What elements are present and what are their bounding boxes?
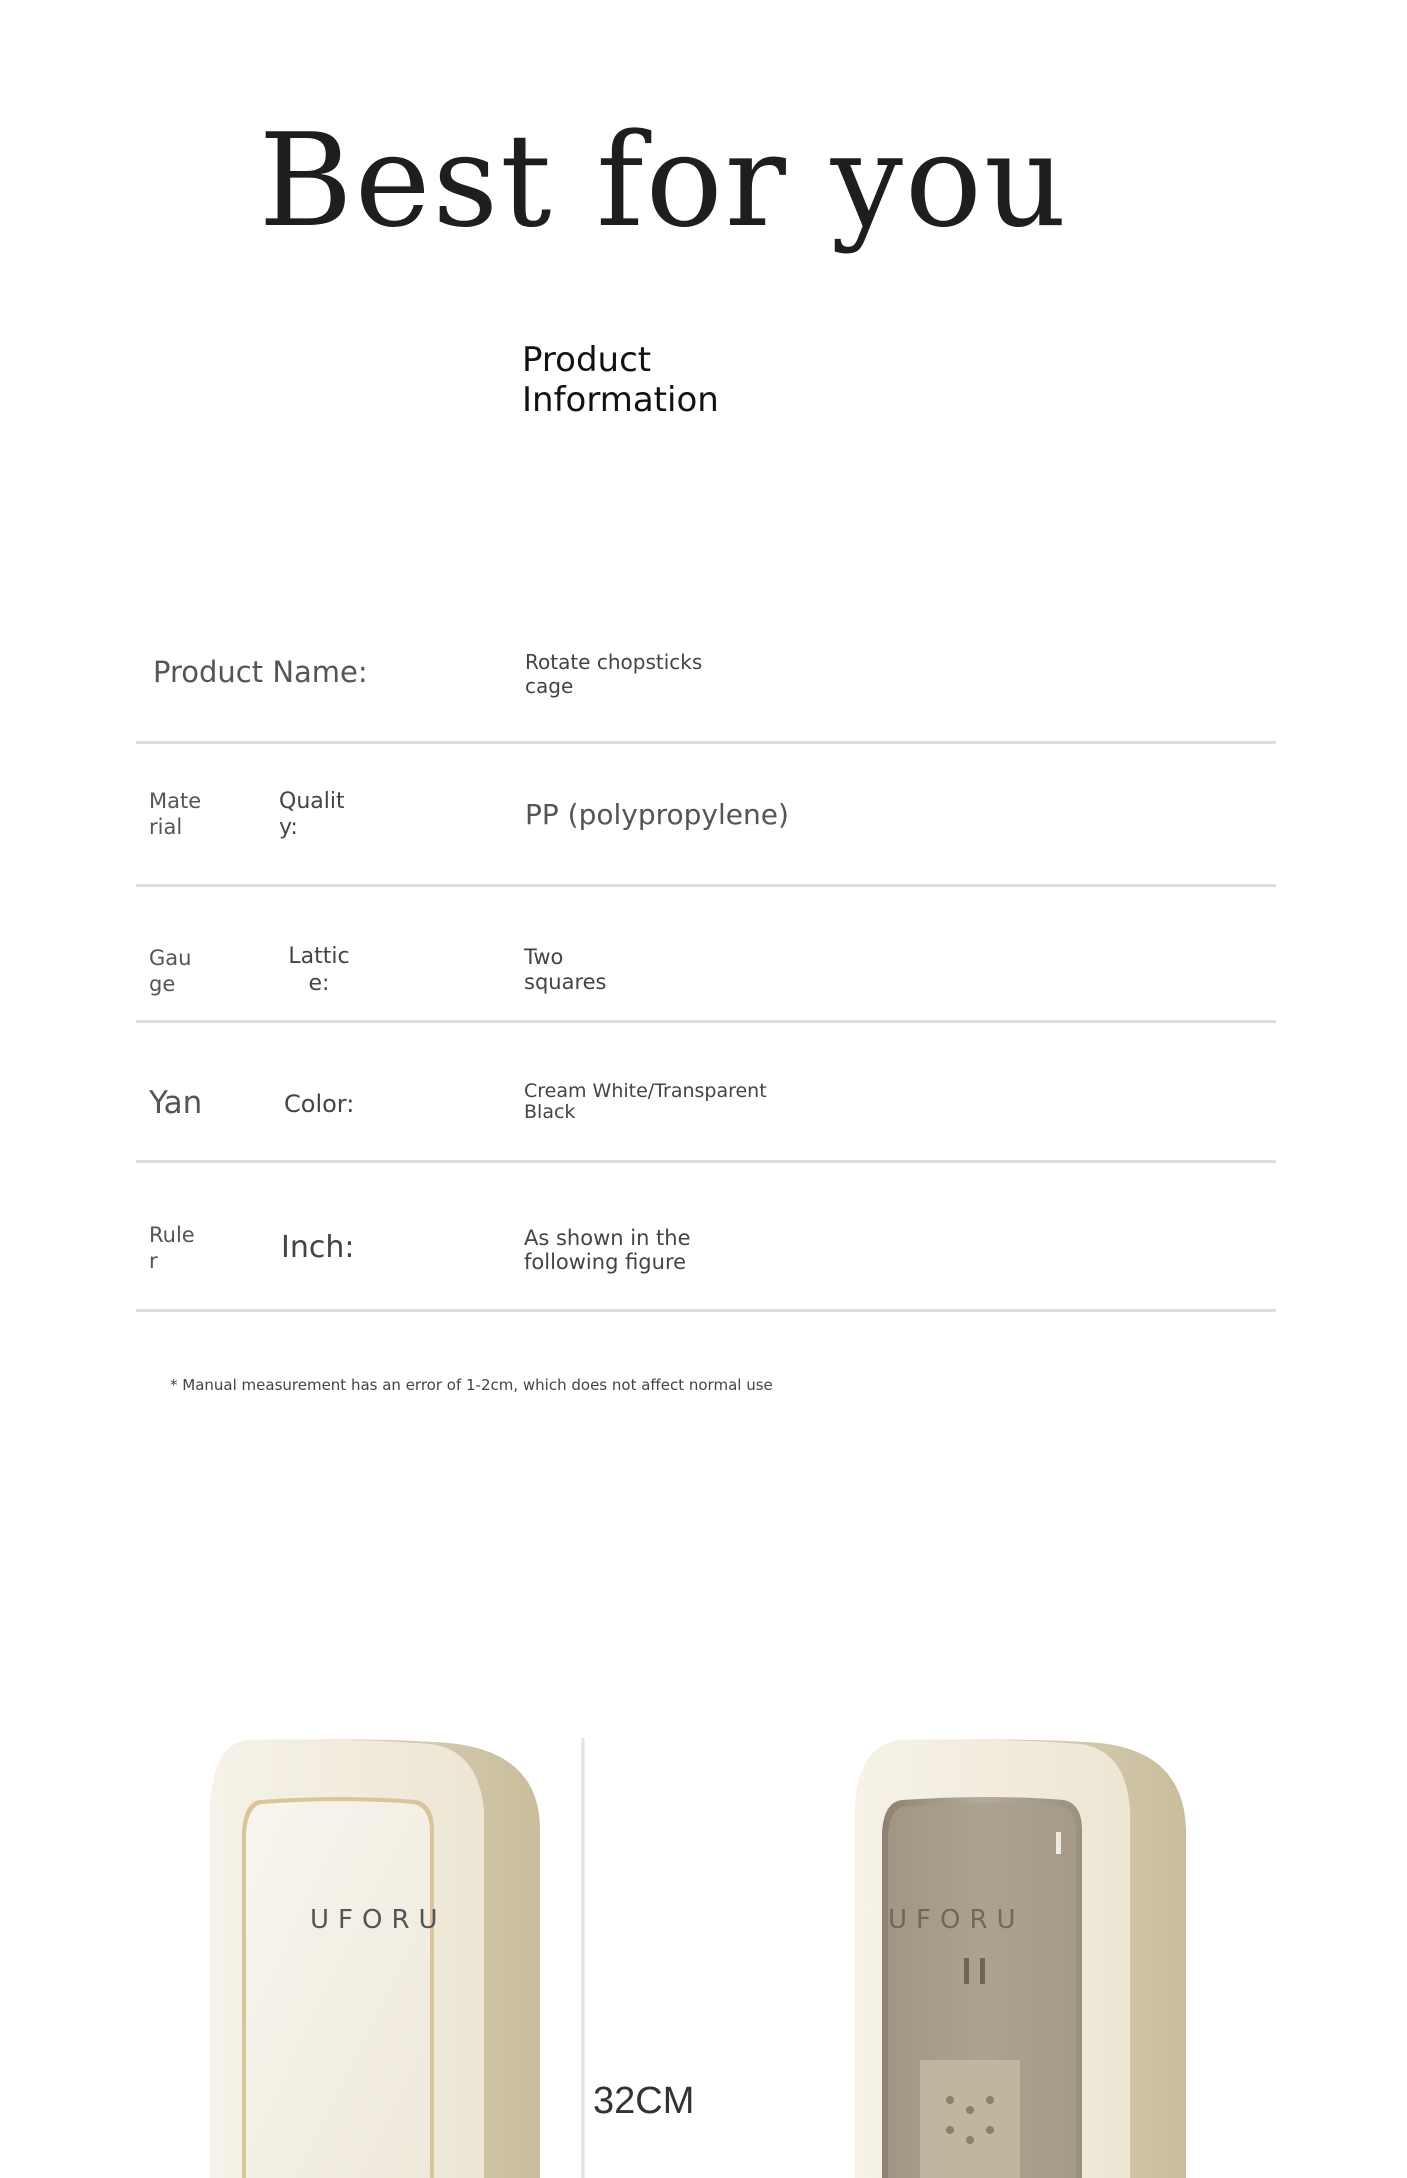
- row-divider: [136, 1309, 1276, 1312]
- row-material-label-b-line2: y:: [279, 815, 298, 840]
- row-material-label-b-line1: Qualit: [279, 789, 345, 814]
- row-ruler-value-line1: As shown in the: [524, 1226, 691, 1250]
- row-gauge-label-a: [149, 945, 191, 997]
- row-gauge-label-b-line1: Lattic: [288, 944, 350, 969]
- row-color-label-b: Color:: [284, 1090, 355, 1118]
- row-divider: [136, 1160, 1276, 1163]
- row-product-name-value-line1: Rotate chopsticks: [525, 650, 703, 674]
- row-ruler-label-a-line2: r: [149, 1249, 158, 1273]
- row-material-label-a-line2: rial: [149, 815, 183, 839]
- hero-title: [0, 107, 1407, 256]
- row-gauge-label-a-line2: ge: [149, 972, 176, 996]
- row-material-label-a: [149, 788, 201, 840]
- row-ruler-label-a: [149, 1222, 195, 1274]
- hero-title-text: Best for you: [258, 107, 1069, 256]
- row-ruler-label-b: Inch:: [281, 1230, 355, 1265]
- dimension-label: 32CM: [593, 2080, 695, 2122]
- product-brand-logo-transparent: UFORU: [888, 1905, 1025, 1935]
- row-gauge-value-line2: squares: [524, 970, 607, 994]
- row-gauge-label-a-line1: Gau: [149, 946, 192, 970]
- row-product-name-value-line2: cage: [525, 674, 574, 698]
- row-ruler-label-a-line1: Rule: [149, 1223, 195, 1247]
- row-material-label-a-line1: Mate: [149, 789, 202, 813]
- row-product-name-value: [525, 650, 702, 698]
- product-illustration: [0, 1720, 1407, 2178]
- row-color-value: [524, 1081, 767, 1123]
- row-color-value-line2: Black: [524, 1101, 576, 1123]
- row-gauge-value: [524, 945, 606, 995]
- row-divider: [136, 884, 1276, 887]
- row-material-label-b: [279, 789, 345, 841]
- row-gauge-value-line1: Two: [524, 945, 564, 969]
- row-product-name-label: Product Name:: [153, 655, 368, 689]
- measurement-note: * Manual measurement has an error of 1-2cm, which does not affect normal use: [170, 1376, 773, 1394]
- row-gauge-label-b: [287, 943, 351, 997]
- section-title-line2: Information: [522, 380, 719, 420]
- product-transparent-unit: [855, 1739, 1186, 2178]
- row-gauge-label-b-line2: e:: [308, 971, 330, 996]
- row-material-value: PP (polypropylene): [525, 798, 789, 831]
- row-divider: [136, 741, 1276, 744]
- row-ruler-value-line2: following figure: [524, 1250, 687, 1274]
- product-brand-logo: UFORU: [310, 1905, 447, 1935]
- section-title-line1: Product: [522, 340, 652, 380]
- row-ruler-value: [524, 1226, 691, 1274]
- product-cream-unit: [210, 1739, 540, 2178]
- row-color-label-a: Yan: [149, 1085, 203, 1121]
- row-color-value-line1: Cream White/Transparent: [524, 1080, 767, 1102]
- row-divider: [136, 1020, 1276, 1023]
- section-title: [522, 340, 782, 420]
